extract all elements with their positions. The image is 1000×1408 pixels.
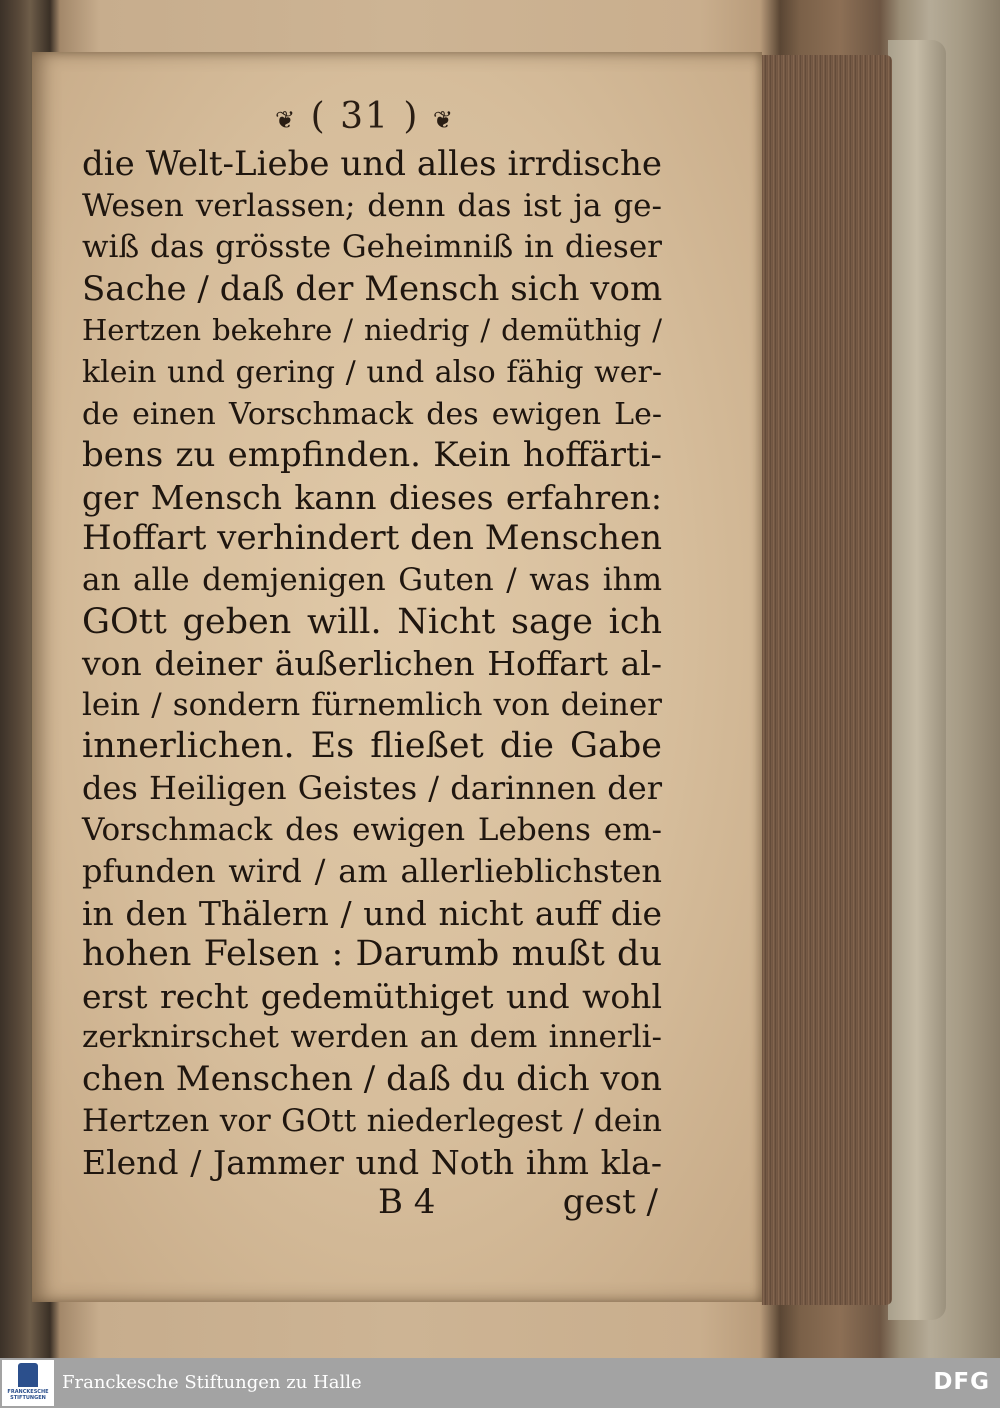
body-text (82, 144, 662, 1184)
text-line: chen Menschen / daß du dich von (82, 1059, 663, 1100)
logo-text: FRANCKESCHE STIFTUNGEN (7, 1389, 49, 1401)
text-line: Hertzen bekehre / niedrig / demüthig / (82, 313, 662, 348)
text-line: wiß das grösste Geheimniß in dieser (82, 229, 662, 266)
book-cover-edge (888, 40, 946, 1320)
text-line: die Welt-Liebe und alles irrdische (82, 144, 662, 184)
text-line: von deiner äußerlichen Hoffart al- (82, 644, 662, 684)
text-line: Sache / daß der Mensch sich vom (82, 268, 663, 309)
text-line: klein und gering / und also fähig wer- (82, 354, 662, 390)
text-line: Hoffart verhindert den Menschen (82, 518, 662, 559)
text-line: hohen Felsen : Darumb mußt du (82, 934, 662, 975)
ornament-left-icon: ❦ (275, 106, 298, 134)
text-line: Vorschmack des ewigen Lebens em- (82, 811, 662, 848)
text-line: erst recht gedemüthiget und wohl (82, 976, 662, 1016)
page-number: ( 31 ) (310, 96, 420, 137)
text-line: Elend / Jammer und Noth ihm kla- (82, 1143, 662, 1183)
text-line: pfunden wird / am allerlieblichsten (82, 852, 662, 891)
text-line: an alle demjenigen Guten / was ihm (82, 561, 662, 598)
text-line: GOtt geben will. Nicht sage ich (82, 601, 662, 642)
text-line: des Heiligen Geistes / darinnen der (82, 768, 662, 807)
text-line: de einen Vorschmack des ewigen Le- (82, 396, 662, 432)
franckesche-logo[interactable] (2, 1360, 54, 1406)
page-header (240, 96, 490, 137)
text-line: in den Thälern / und nicht auff die (82, 893, 662, 933)
catchword: gest / (562, 1182, 658, 1222)
ornament-right-icon: ❦ (432, 106, 455, 134)
institution-name: Franckesche Stiftungen zu Halle (62, 1372, 362, 1393)
signature-mark: B 4 (378, 1182, 436, 1222)
text-line: Wesen verlassen; denn das ist ja ge- (82, 187, 662, 224)
text-line: innerlichen. Es fließet die Gabe (82, 726, 662, 767)
page-edges (762, 55, 892, 1305)
text-line: zerknirschet werden an dem innerli- (82, 1019, 662, 1056)
page-footer (378, 1182, 658, 1226)
text-line: ger Mensch kann dieses erfahren: (82, 477, 662, 517)
text-line: bens zu empfinden. Kein hoffärti- (82, 435, 662, 476)
building-icon (18, 1363, 38, 1387)
text-line: lein / sondern fürnemlich von deiner (82, 686, 662, 723)
text-line: Hertzen vor GOtt niederlegest / dein (82, 1102, 662, 1139)
dfg-logo[interactable]: DFG (933, 1369, 990, 1395)
